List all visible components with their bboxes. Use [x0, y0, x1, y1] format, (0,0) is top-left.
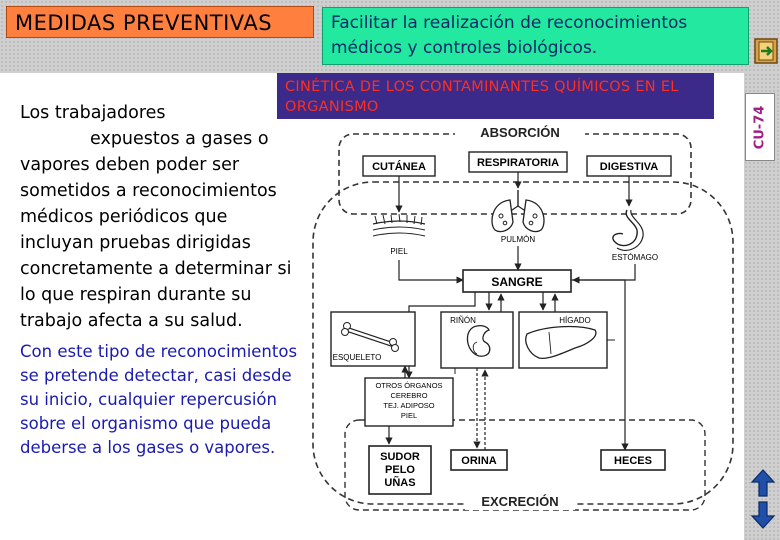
other-organs-line1: OTROS ÓRGANOS [375, 381, 443, 390]
arrow-down-icon [750, 500, 776, 530]
skin-label: PIEL [390, 247, 408, 256]
stomach-illustration [613, 210, 643, 250]
cutaneous-label: CUTÁNEA [372, 161, 426, 173]
exit-button[interactable] [752, 36, 780, 66]
liver-label: HÍGADO [559, 316, 591, 325]
section-code-tab [745, 93, 775, 161]
digestive-label: DIGESTIVA [599, 161, 659, 173]
excretion-label: EXCRECIÓN [481, 494, 559, 509]
blood-label: SANGRE [491, 275, 543, 289]
paragraph-1-body: expuestos a gases o vapores deben poder ser sometidos a reconocimientos médicos periódicos que incluyan pruebas dirigidas concretamente a determinar si lo que respiran durante su trabajo afecta a su salud. [20, 129, 292, 331]
absorption-label: ABSORCIÓN [480, 125, 560, 140]
other-organs-line3: TEJ. ADIPOSO [383, 401, 435, 410]
next-page-button[interactable] [750, 500, 776, 530]
stomach-label: ESTÓMAGO [611, 253, 659, 262]
section-code: CU-74 [752, 105, 768, 149]
other-organs-line2: CEREBRO [390, 391, 428, 400]
diagram-caption: CINÉTICA DE LOS CONTAMINANTES QUÍMICOS EN EL ORGANISMO [277, 73, 714, 119]
skin-illustration [373, 214, 425, 236]
page-title: MEDIDAS PREVENTIVAS [6, 6, 314, 38]
sweat-label: SUDOR [380, 451, 420, 463]
kidney-label: RIÑÓN [450, 316, 476, 325]
lungs-illustration [492, 190, 544, 232]
urine-label: ORINA [461, 455, 497, 467]
lung-label: PULMÓN [500, 235, 536, 244]
other-organs-line4: PIEL [400, 411, 418, 420]
paragraph-2: Con este tipo de reconocimientos se pretende detectar, casi desde su inicio, cualquier repercusión sobre el organismo que pueda deberse a los gases o vapores. [20, 342, 298, 457]
skeleton-label: ESQUELETO [332, 353, 382, 362]
kinetics-diagram [305, 120, 745, 540]
paragraph-1-first-line: Los trabajadores [20, 103, 166, 123]
feces-label: HECES [614, 455, 652, 467]
previous-page-button[interactable] [750, 468, 776, 498]
page-subtitle: Facilitar la realización de reconocimientos médicos y controles biológicos. [322, 7, 749, 65]
respiratory-label: RESPIRATORIA [476, 157, 560, 169]
exit-door-icon [752, 36, 780, 66]
arrow-up-icon [750, 468, 776, 498]
paragraph-1 [20, 100, 305, 334]
nails-label: UÑAS [384, 477, 416, 489]
hair-label: PELO [385, 464, 415, 476]
